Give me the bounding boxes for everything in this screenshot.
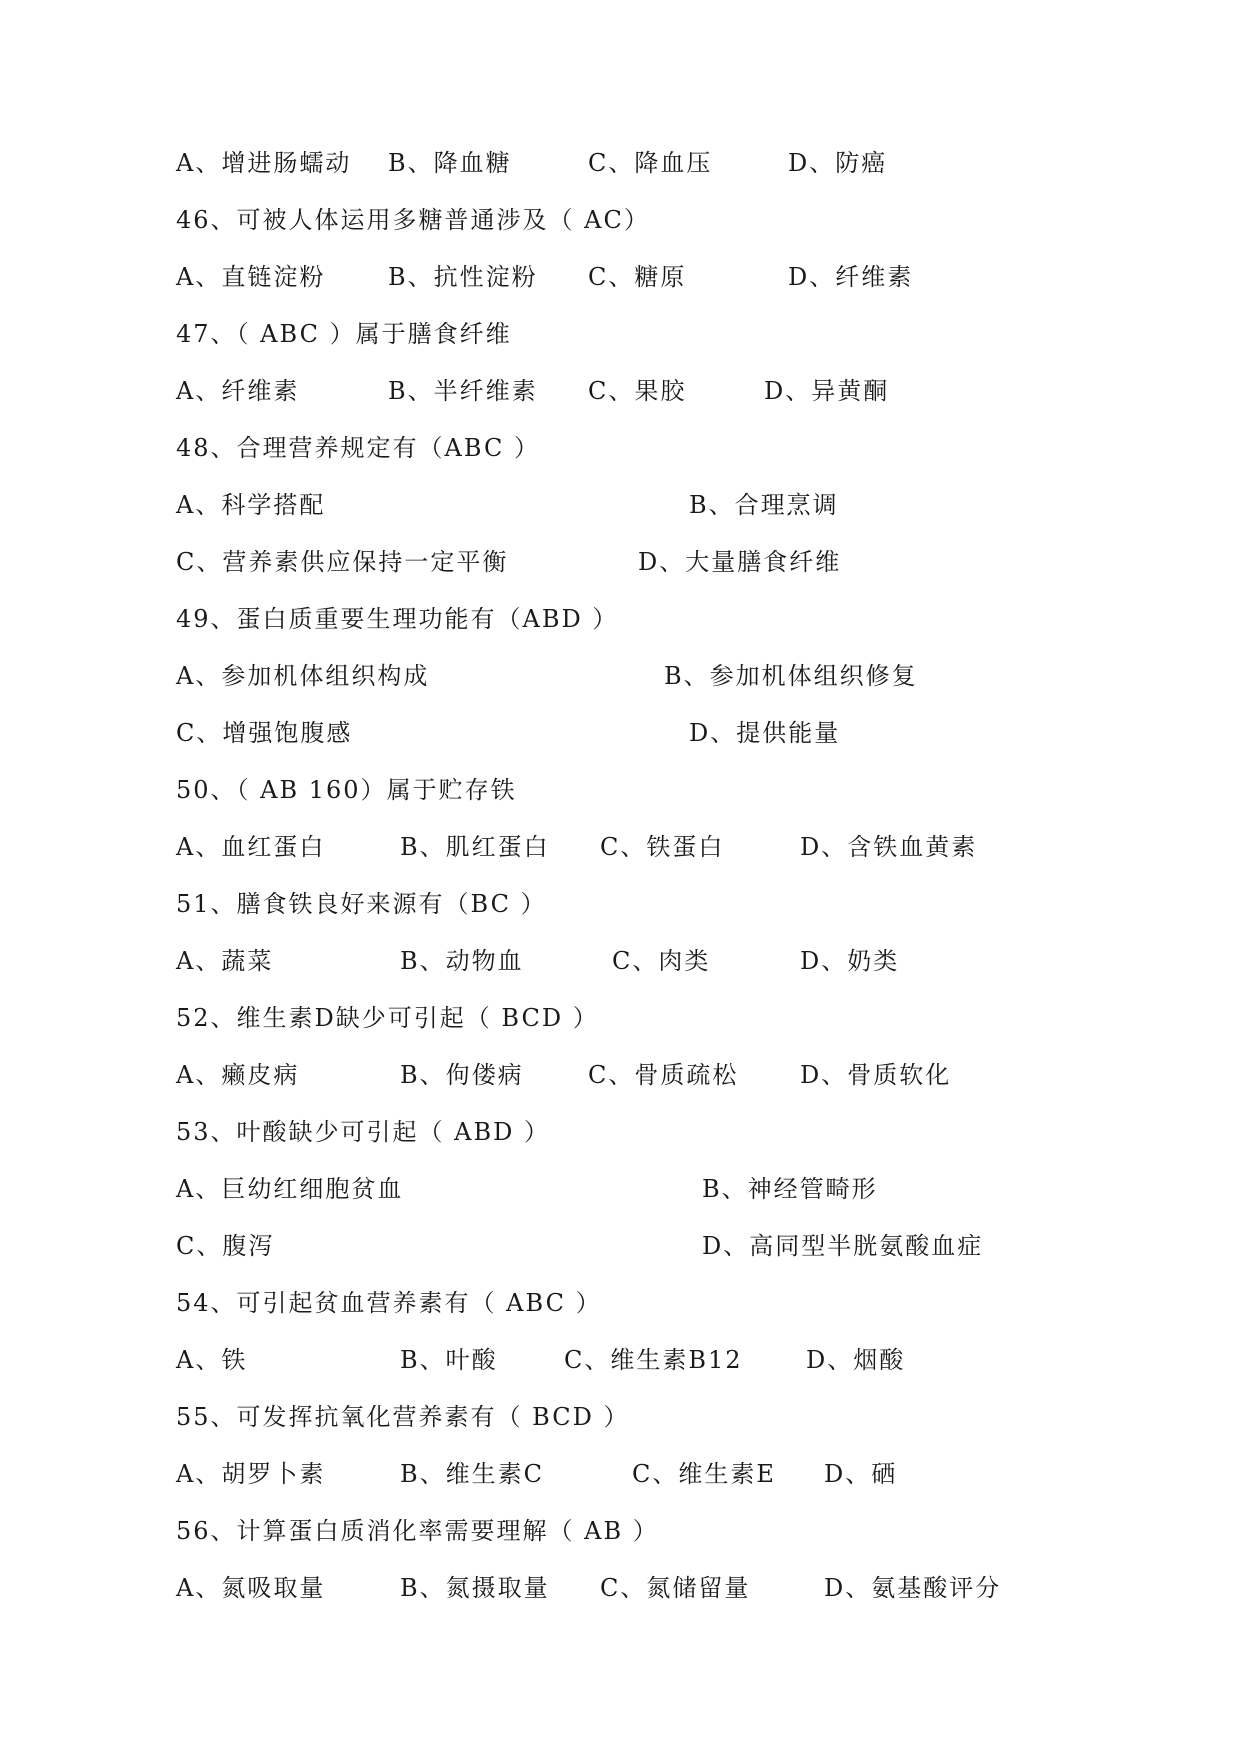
option-a: A、蔬菜 [176,947,274,975]
option-a: A、胡罗卜素 [176,1460,326,1488]
question-46: 46、可被人体运用多糖普通涉及（ AC） [176,206,650,234]
option-b: B、佝偻病 [400,1061,524,1089]
option-b: B、氮摄取量 [400,1574,550,1602]
question-55: 55、可发挥抗氧化营养素有（ BCD ） [176,1403,630,1431]
option-d: D、骨质软化 [800,1061,952,1089]
option-d: D、烟酸 [806,1346,906,1374]
question-56: 56、计算蛋白质消化率需要理解（ AB ） [176,1517,659,1545]
option-b: B、叶酸 [400,1346,498,1374]
option-a: A、氮吸取量 [176,1574,326,1602]
option-d: D、提供能量 [689,719,841,747]
option-b: B、半纤维素 [388,377,538,405]
option-c: C、营养素供应保持一定平衡 [176,548,509,576]
option-d: D、异黄酮 [764,377,890,405]
option-b: B、神经管畸形 [702,1175,878,1203]
question-47: 47、（ ABC ）属于膳食纤维 [176,320,512,348]
option-d: D、纤维素 [788,263,914,291]
option-b: B、抗性淀粉 [388,263,538,291]
option-b: B、降血糖 [388,149,512,177]
option-d: D、奶类 [800,947,900,975]
option-a: A、血红蛋白 [176,833,326,861]
option-c: C、降血压 [588,149,713,177]
option-a: A、铁 [176,1346,248,1374]
question-53: 53、叶酸缺少可引起（ ABD ） [176,1118,551,1146]
option-b: B、动物血 [400,947,524,975]
question-48: 48、合理营养规定有（ABC ） [176,434,540,462]
option-d: D、高同型半胱氨酸血症 [702,1232,984,1260]
option-b: B、维生素C [400,1460,544,1488]
option-d: D、硒 [824,1460,898,1488]
option-a: A、科学搭配 [176,491,326,519]
question-51: 51、膳食铁良好来源有（BC ） [176,890,547,918]
question-49: 49、蛋白质重要生理功能有（ABD ） [176,605,619,633]
question-50: 50、（ AB 160）属于贮存铁 [176,776,517,804]
option-d: D、含铁血黄素 [800,833,978,861]
option-c: C、铁蛋白 [600,833,725,861]
option-a: A、巨幼红细胞贫血 [176,1175,404,1203]
option-c: C、维生素B12 [564,1346,743,1374]
option-d: D、防癌 [788,149,888,177]
option-a: A、参加机体组织构成 [176,662,430,690]
option-c: C、肉类 [612,947,711,975]
option-a: A、直链淀粉 [176,263,326,291]
option-b: B、参加机体组织修复 [664,662,918,690]
option-b: B、肌红蛋白 [400,833,550,861]
option-c: C、腹泻 [176,1232,275,1260]
option-d: D、大量膳食纤维 [638,548,842,576]
option-d: D、氨基酸评分 [824,1574,1002,1602]
option-c: C、增强饱腹感 [176,719,353,747]
option-c: C、果胶 [588,377,687,405]
option-b: B、合理烹调 [689,491,839,519]
question-52: 52、维生素D缺少可引起（ BCD ） [176,1004,599,1032]
option-c: C、骨质疏松 [588,1061,739,1089]
option-c: C、维生素E [632,1460,776,1488]
option-c: C、氮储留量 [600,1574,751,1602]
option-a: A、增进肠蠕动 [176,149,352,177]
option-c: C、糖原 [588,263,687,291]
question-54: 54、可引起贫血营养素有（ ABC ） [176,1289,602,1317]
option-a: A、癞皮病 [176,1061,300,1089]
option-a: A、纤维素 [176,377,300,405]
